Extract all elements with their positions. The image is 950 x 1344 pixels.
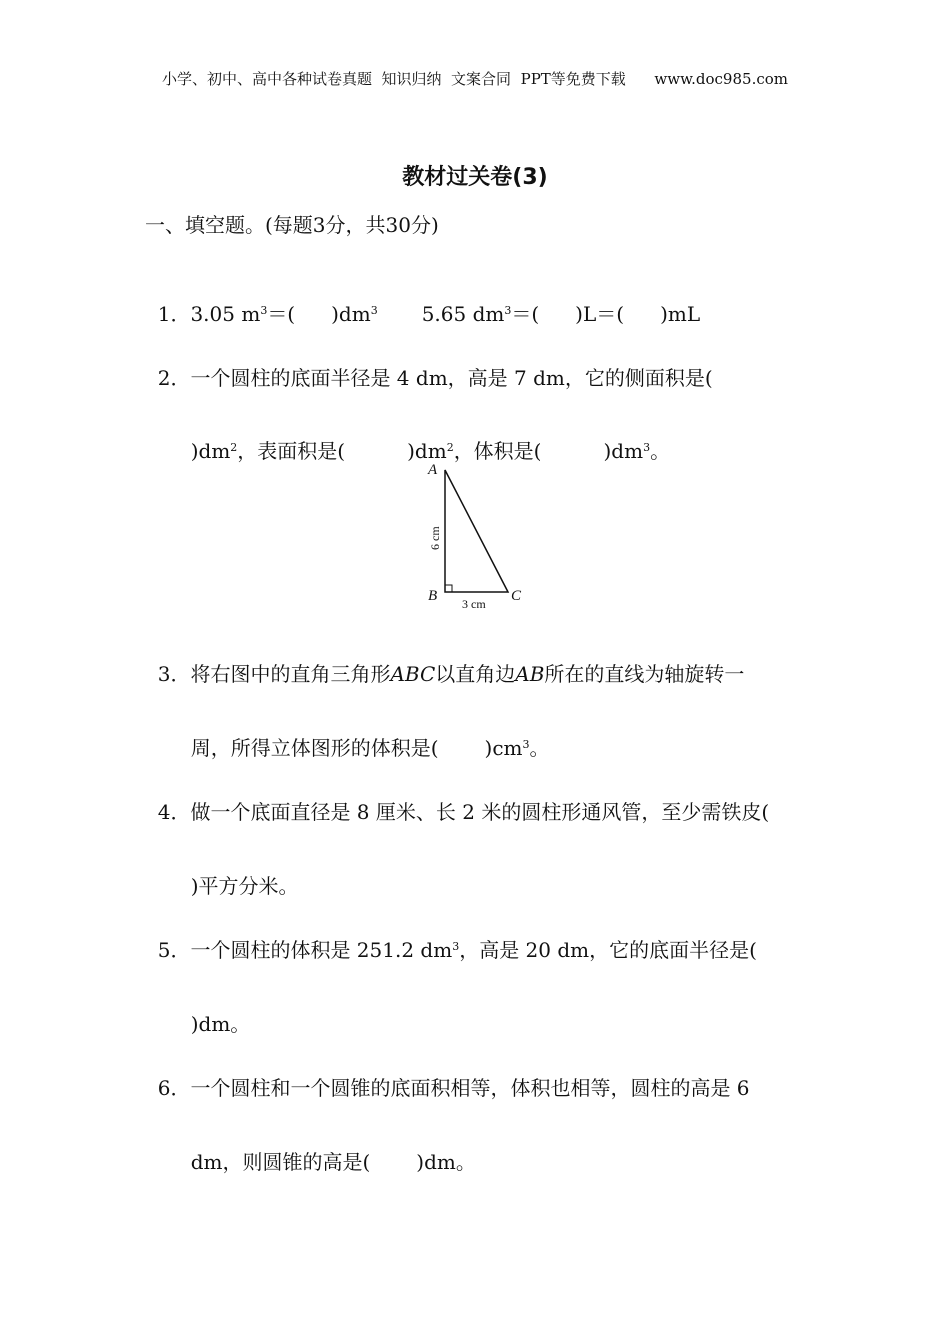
question-3-line-2 xyxy=(178,712,550,760)
question-4-line-2 xyxy=(178,850,299,898)
q2-text: 一个圆柱的底面半径是 4 dm，高是 7 dm，它的侧面积是( xyxy=(190,366,713,390)
vertex-a-label: A xyxy=(428,462,438,478)
q3-text: 将右图中的直角三角形 xyxy=(190,662,391,686)
q5-text: ，高是 20 dm，它的底面半径是( xyxy=(459,938,757,962)
q4-text: )平方分米。 xyxy=(190,874,299,898)
q1-text: )mL xyxy=(660,302,701,326)
q2-text: )dm xyxy=(603,439,644,463)
q4-text: 做一个底面直径是 8 厘米、长 2 米的圆柱形通风管，至少需铁皮( xyxy=(190,800,770,824)
question-number: 5． xyxy=(157,938,191,962)
right-angle-mark xyxy=(445,585,452,592)
q3-text: 所在的直线为轴旋转一 xyxy=(544,662,745,686)
question-1 xyxy=(145,278,700,326)
side-bc-label: 3 cm xyxy=(462,597,486,611)
q1-text: 5.65 dm xyxy=(421,302,505,326)
superscript: 3 xyxy=(452,940,460,953)
page-title: 教材过关卷(3) xyxy=(402,165,548,190)
superscript: 2 xyxy=(446,441,454,454)
vertex-b-label: B xyxy=(428,588,438,604)
question-number: 4． xyxy=(157,800,191,824)
q2-text: )dm xyxy=(190,439,231,463)
superscript: 3 xyxy=(260,304,268,317)
superscript: 3 xyxy=(643,441,651,454)
q6-text: dm，则圆锥的高是( xyxy=(190,1150,371,1174)
question-2-line-2 xyxy=(178,415,670,463)
vertex-c-label: C xyxy=(511,588,522,604)
q5-text: )dm。 xyxy=(190,1012,251,1036)
question-number: 2． xyxy=(157,366,191,390)
question-5 xyxy=(145,914,757,962)
superscript: 2 xyxy=(230,441,238,454)
q2-text: ，体积是( xyxy=(453,439,542,463)
q2-text: 。 xyxy=(650,439,671,463)
q3-text: )cm xyxy=(484,736,523,760)
q3-text-italic: AB xyxy=(515,662,545,686)
q5-text: 一个圆柱的体积是 251.2 dm xyxy=(190,938,453,962)
question-number: 3． xyxy=(157,662,191,686)
q3-text-italic: ABC xyxy=(390,662,436,686)
q3-text: 周，所得立体图形的体积是( xyxy=(190,736,439,760)
question-number: 1． xyxy=(157,302,191,326)
q2-text: )dm xyxy=(407,439,447,463)
q1-text: ＝( xyxy=(511,302,540,326)
q1-text: )dm xyxy=(331,302,371,326)
superscript: 3 xyxy=(522,738,530,751)
triangle-figure xyxy=(420,458,530,622)
q6-text: 一个圆柱和一个圆锥的底面积相等，体积也相等，圆柱的高是 6 xyxy=(190,1076,750,1100)
question-5-line-2 xyxy=(178,988,250,1036)
q3-text: 以直角边 xyxy=(435,662,516,686)
q1-text: 3.05 m xyxy=(190,302,261,326)
question-3 xyxy=(145,638,744,686)
section-heading: 一、填空题。(每题3分，共30分) xyxy=(145,213,439,237)
question-number: 6． xyxy=(157,1076,191,1100)
question-6 xyxy=(145,1052,750,1100)
page-header: 小学、初中、高中各种试卷真题 知识归纳 文案合同 PPT等免费下载 www.doc985.com xyxy=(161,70,788,88)
side-ab-label: 6 cm xyxy=(428,526,442,550)
superscript: 3 xyxy=(504,304,512,317)
triangle-abc xyxy=(445,470,508,592)
question-6-line-2 xyxy=(178,1126,476,1174)
q3-text: 。 xyxy=(529,736,550,760)
q1-text: ＝( xyxy=(267,302,296,326)
superscript: 3 xyxy=(370,304,378,317)
q1-text: )L＝( xyxy=(575,302,625,326)
question-2 xyxy=(145,342,713,390)
q6-text: )dm。 xyxy=(416,1150,476,1174)
q2-text: ，表面积是( xyxy=(237,439,346,463)
question-4 xyxy=(145,776,769,824)
